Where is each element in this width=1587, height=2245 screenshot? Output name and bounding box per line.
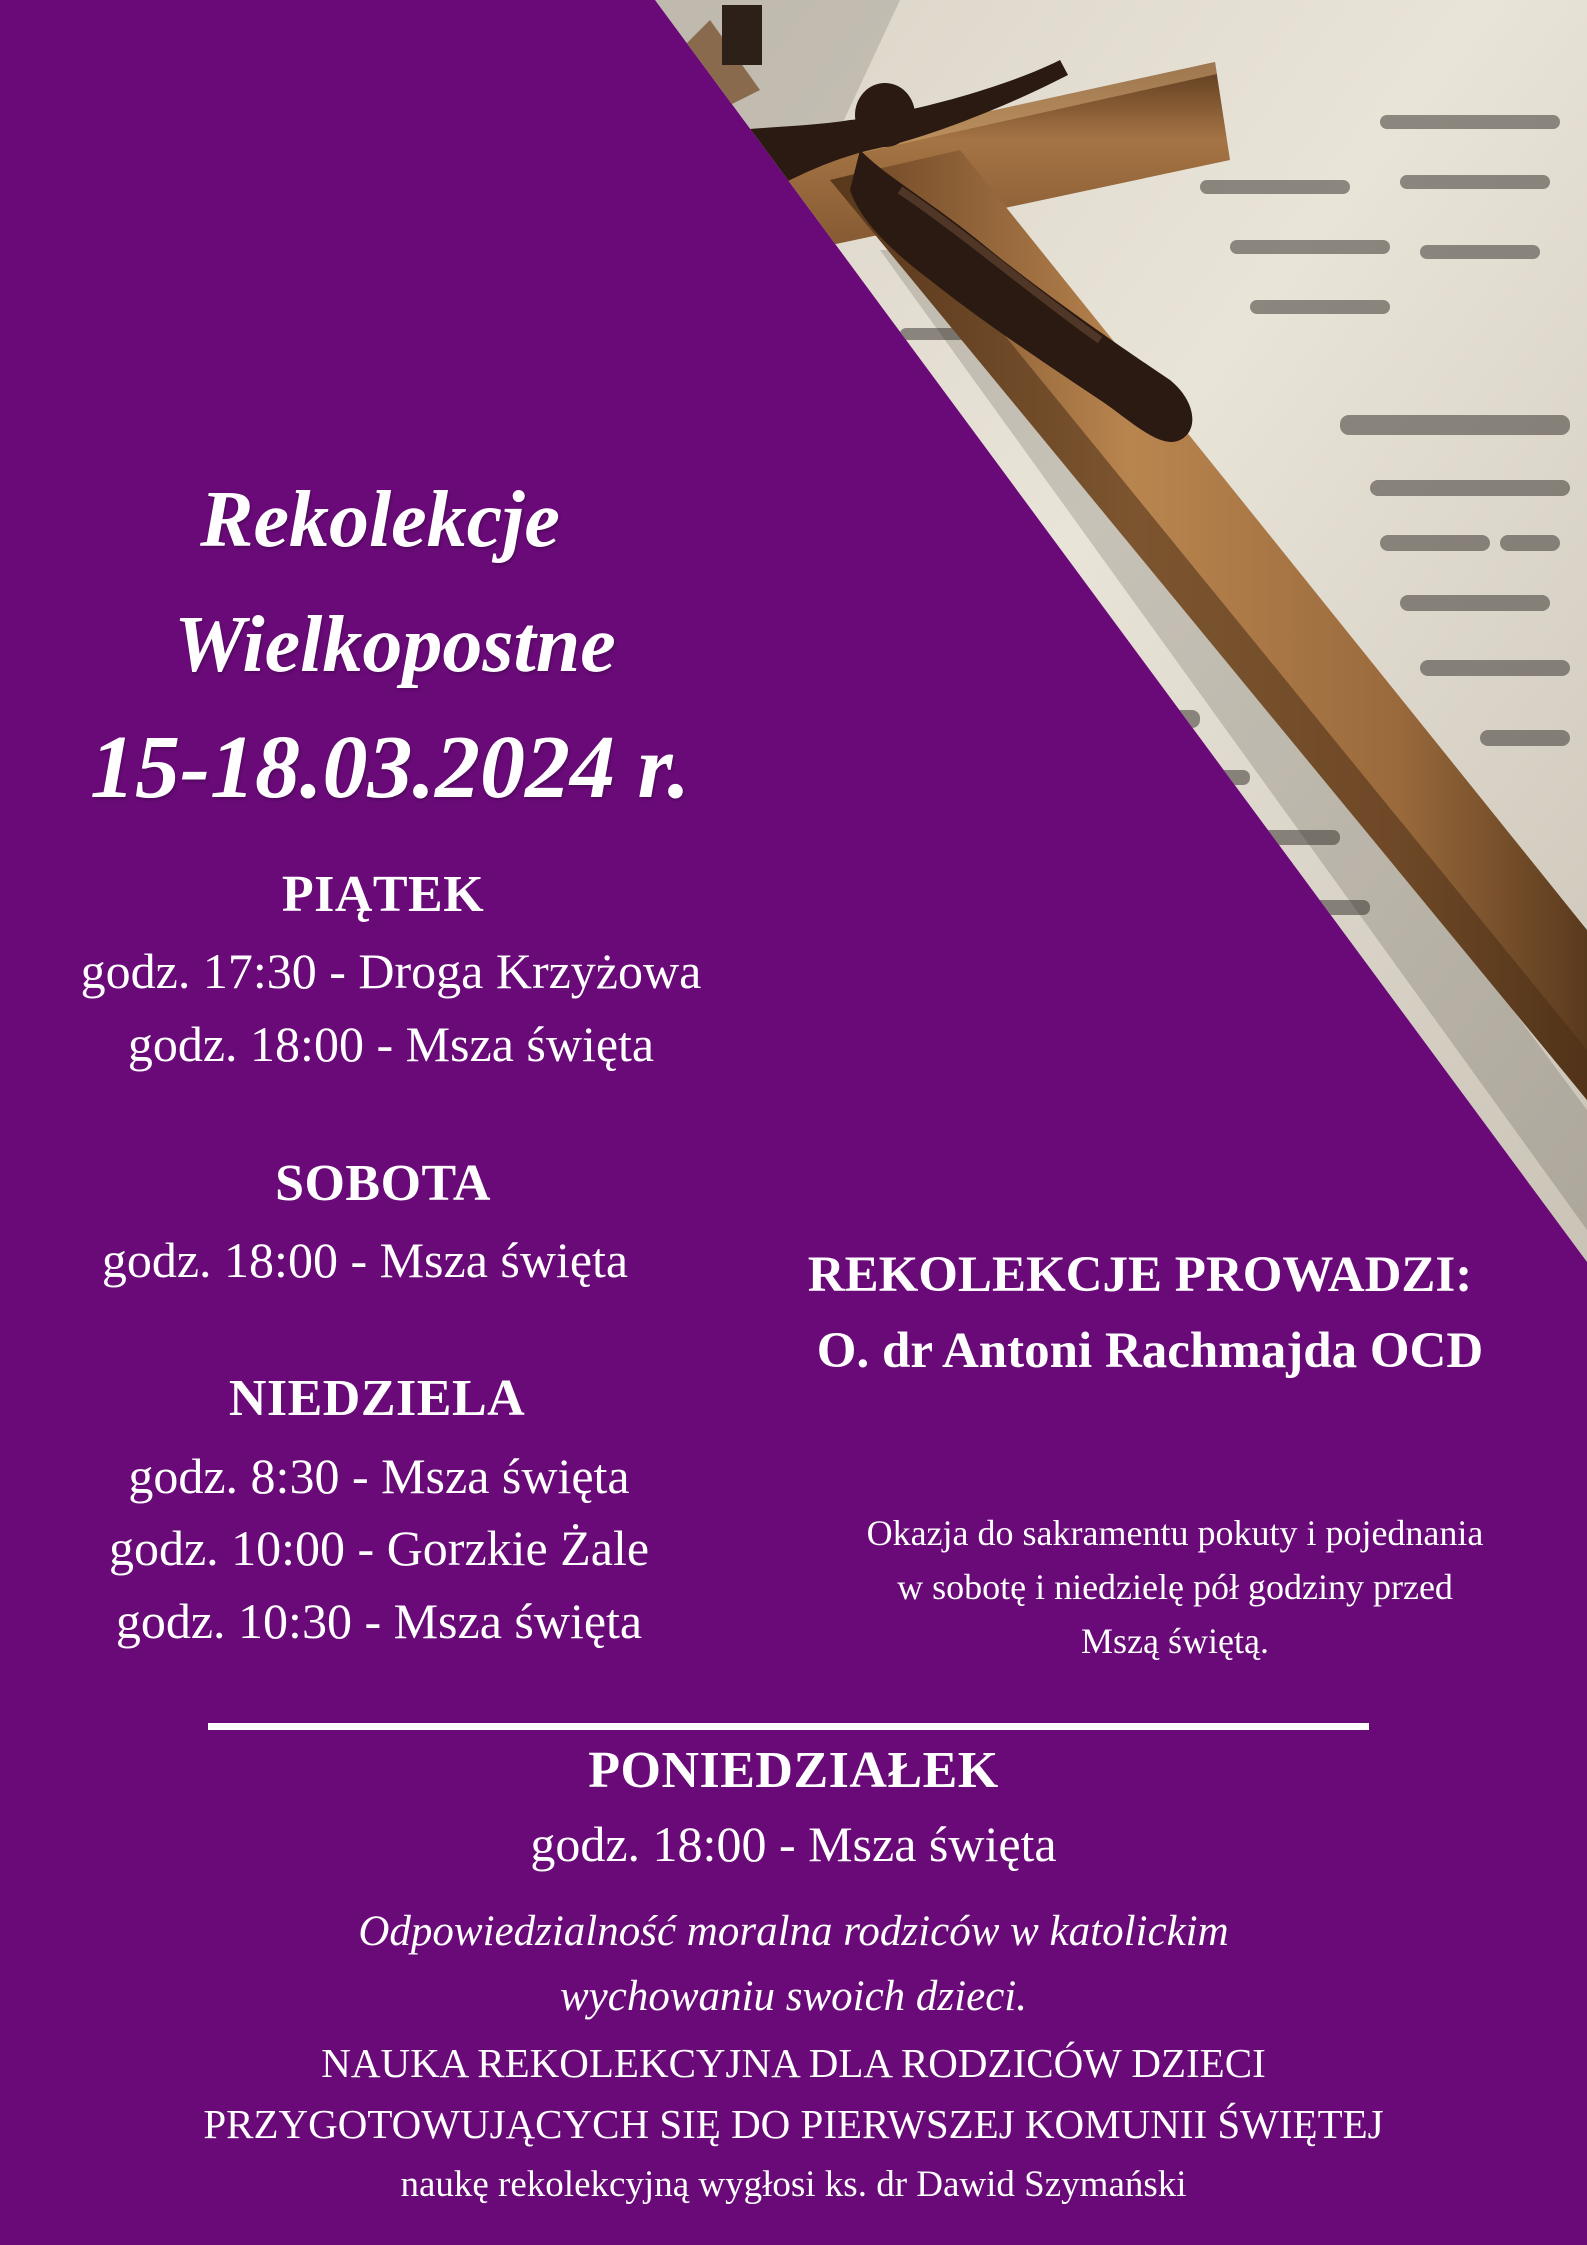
sunday-item-3: godz. 10:30 - Msza święta (115, 1593, 643, 1649)
monday-caps-line-2: PRZYGOTOWUJĄCYCH SIĘ DO PIERWSZEJ KOMUNII ŚWIĘTEJ (203, 2101, 1384, 2147)
monday-speaker: naukę rekolekcyjną wygłosi ks. dr Dawid Szymański (400, 2164, 1187, 2205)
divider-line (208, 1723, 1369, 1730)
monday-item-1: godz. 18:00 - Msza święta (530, 1816, 1057, 1872)
title-line-2: Wielkopostne (174, 601, 616, 689)
confession-line-1: Okazja do sakramentu pokuty i pojednania (866, 1513, 1484, 1553)
leader-heading: REKOLEKCJE PROWADZI: (807, 1247, 1473, 1303)
event-date: 15-18.03.2024 r. (89, 718, 691, 817)
monday-topic-line-1: Odpowiedzialność moralna rodziców w katolickim (358, 1908, 1229, 1955)
friday-item-2: godz. 18:00 - Msza święta (127, 1016, 655, 1072)
day-heading-saturday: SOBOTA (275, 1155, 491, 1212)
day-heading-monday: PONIEDZIAŁEK (588, 1742, 999, 1799)
monday-caps-line-1: NAUKA REKOLEKCYJNA DLA RODZICÓW DZIECI (321, 2040, 1266, 2086)
confession-line-2: w sobotę i niedzielę pół godziny przed (897, 1567, 1453, 1607)
saturday-item-1: godz. 18:00 - Msza święta (101, 1232, 629, 1288)
leader-name: O. dr Antoni Rachmajda OCD (816, 1323, 1484, 1379)
day-heading-sunday: NIEDZIELA (228, 1370, 526, 1427)
day-heading-friday: PIĄTEK (281, 866, 485, 923)
monday-topic-line-2: wychowaniu swoich dzieci. (560, 1973, 1027, 2020)
sunday-item-2: godz. 10:00 - Gorzkie Żale (108, 1520, 650, 1576)
friday-item-1: godz. 17:30 - Droga Krzyżowa (80, 943, 702, 999)
sunday-item-1: godz. 8:30 - Msza święta (128, 1448, 630, 1504)
title-line-1: Rekolekcje (200, 476, 560, 564)
confession-line-3: Mszą świętą. (1081, 1621, 1269, 1661)
